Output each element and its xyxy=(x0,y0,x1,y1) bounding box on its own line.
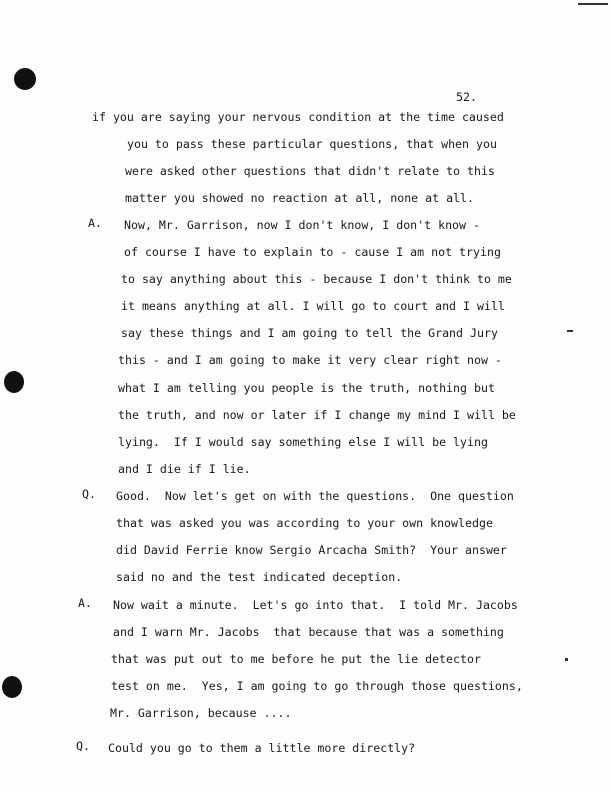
transcript-line: it means anything at all. I will go to court and I will xyxy=(121,299,505,313)
speaker-label-answer: A. xyxy=(78,596,92,610)
page-number: 52. xyxy=(456,90,477,104)
speaker-label-question: Q. xyxy=(76,739,90,753)
transcript-line: matter you showed no reaction at all, none at all. xyxy=(125,191,475,205)
transcript-line: Mr. Garrison, because .... xyxy=(110,706,292,720)
scan-mark-right-lower xyxy=(565,658,568,661)
speaker-label-answer: A. xyxy=(88,216,102,230)
transcript-line: to say anything about this - because I don't think to me xyxy=(121,272,512,286)
transcript-line: the truth, and now or later if I change my mind I will be xyxy=(118,408,516,422)
transcript-line: what I am telling you people is the truth, nothing but xyxy=(118,381,495,395)
transcript-line: of course I have to explain to - cause I am not trying xyxy=(124,245,501,259)
transcript-line: that was asked you was according to your own knowledge xyxy=(116,516,493,530)
scan-mark-top-right xyxy=(578,3,608,5)
transcript-line: and I die if I lie. xyxy=(118,462,251,476)
transcript-line: Now, Mr. Garrison, now I don't know, I don't know - xyxy=(124,218,480,232)
punch-hole-top xyxy=(14,68,36,90)
transcript-line: Good. Now let's get on with the questions. One question xyxy=(116,489,514,503)
transcript-line: this - and I am going to make it very clear right now - xyxy=(118,353,502,367)
scan-mark-right xyxy=(567,330,573,332)
punch-hole-bottom xyxy=(2,676,22,698)
transcript-line: were asked other questions that didn't relate to this xyxy=(125,164,495,178)
transcript-line: Now wait a minute. Let's go into that. I told Mr. Jacobs xyxy=(113,598,518,612)
transcript-line: did David Ferrie know Sergio Arcacha Smith? Your answer xyxy=(116,543,507,557)
transcript-line: Could you go to them a little more directly? xyxy=(108,741,416,755)
punch-hole-middle xyxy=(4,371,24,393)
transcript-line: that was put out to me before he put the lie detector xyxy=(111,652,481,666)
transcript-line: test on me. Yes, I am going to go through those questions, xyxy=(111,679,523,693)
transcript-line: say these things and I am going to tell the Grand Jury xyxy=(121,326,498,340)
speaker-label-question: Q. xyxy=(82,487,96,501)
transcript-line: lying. If I would say something else I will be lying xyxy=(118,435,488,449)
transcript-line: said no and the test indicated deception. xyxy=(116,570,403,584)
transcript-line: and I warn Mr. Jacobs that because that was a something xyxy=(113,625,504,639)
transcript-line: you to pass these particular questions, that when you xyxy=(127,137,497,151)
transcript-line: if you are saying your nervous condition at the time caused xyxy=(92,110,504,124)
